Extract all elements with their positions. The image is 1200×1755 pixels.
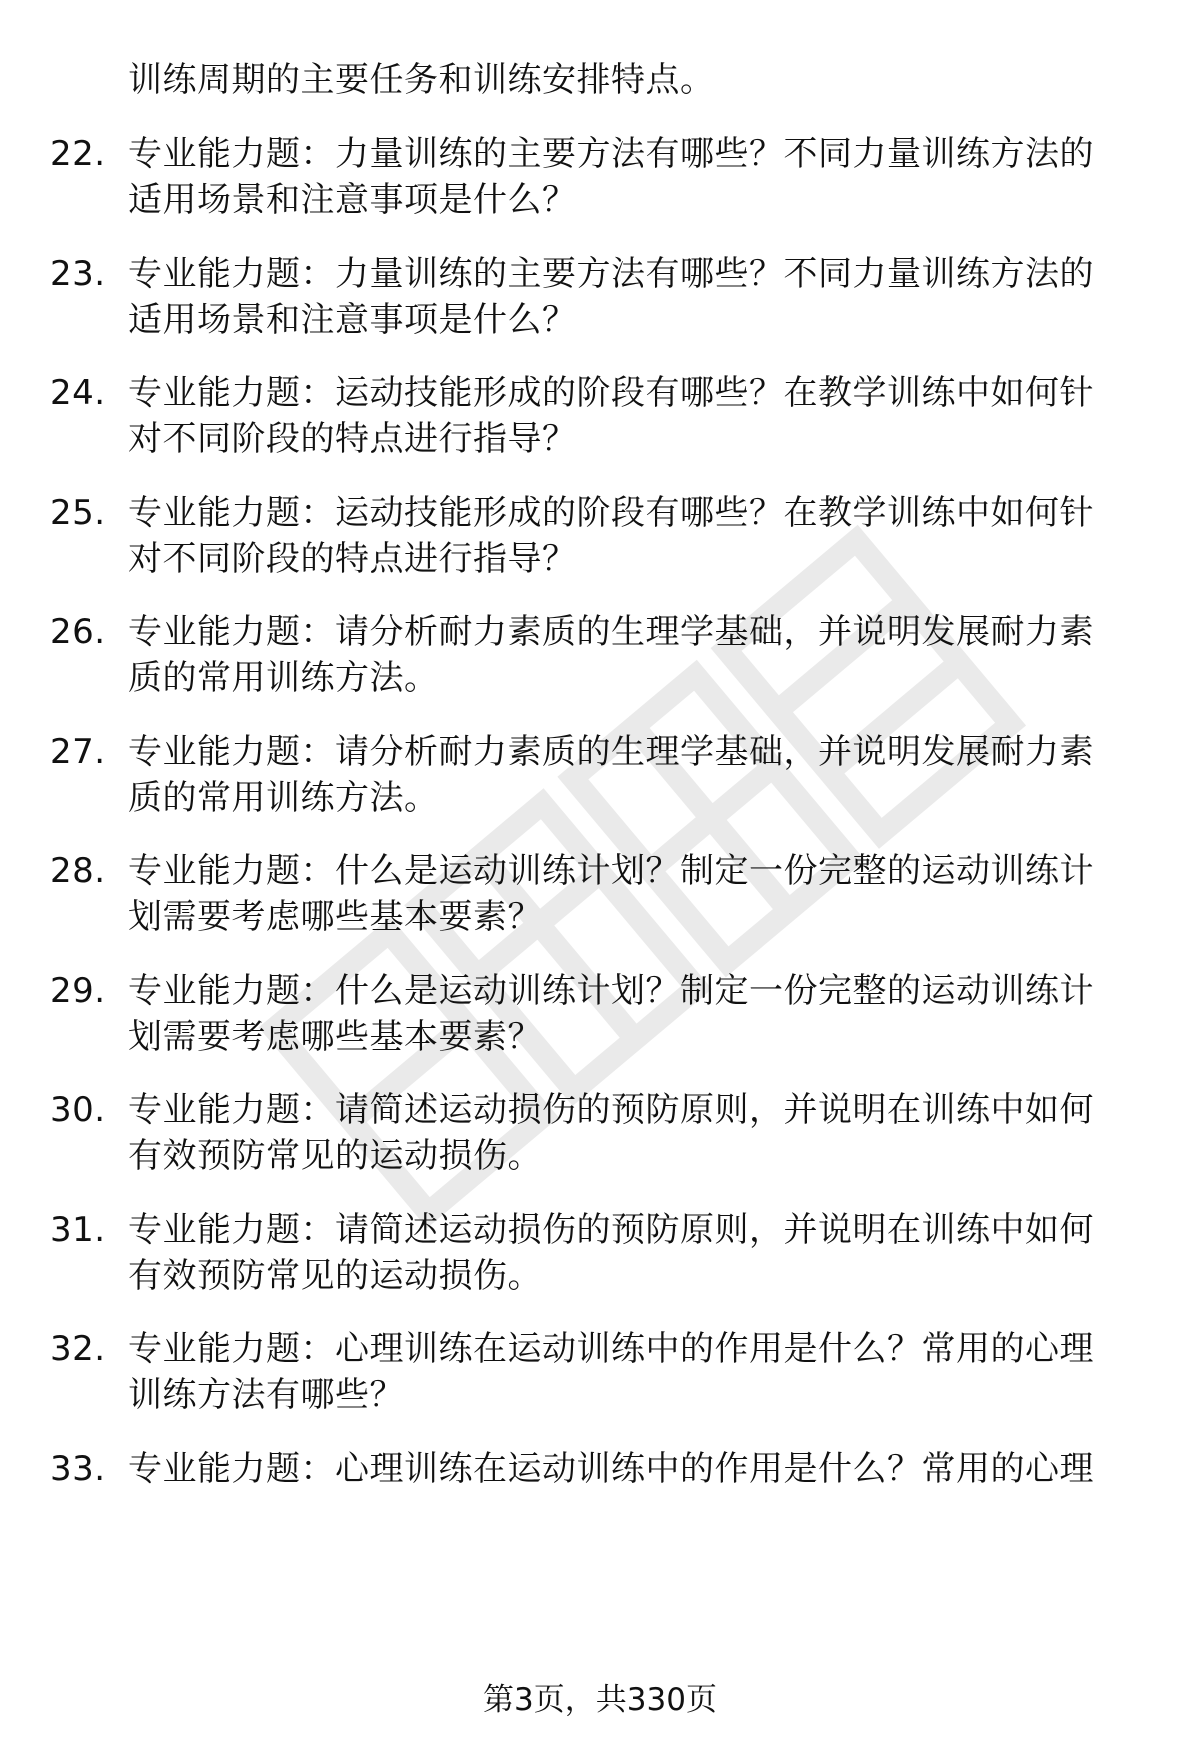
item-text-line1: 专业能力题：请分析耐力素质的生理学基础，并说明发展耐力素 <box>128 612 1094 652</box>
item-number: 28. <box>50 851 106 891</box>
item-text-line1: 专业能力题：什么是运动训练计划？制定一份完整的运动训练计 <box>128 851 1094 891</box>
item-text-line2: 有效预防常见的运动损伤。 <box>128 1136 542 1176</box>
item-text-line1: 专业能力题：什么是运动训练计划？制定一份完整的运动训练计 <box>128 971 1094 1011</box>
item-text-line2: 训练方法有哪些？ <box>128 1375 404 1415</box>
item-text-line2: 有效预防常见的运动损伤。 <box>128 1256 542 1296</box>
item-text-line2: 划需要考虑哪些基本要素？ <box>128 897 542 937</box>
item-text-line2: 对不同阶段的特点进行指导？ <box>128 539 577 579</box>
item-text-line1: 专业能力题：心理训练在运动训练中的作用是什么？常用的心理 <box>128 1449 1094 1489</box>
item-number: 29. <box>50 971 106 1011</box>
item-number: 23. <box>50 254 106 294</box>
continuation-text: 训练周期的主要任务和训练安排特点。 <box>128 60 715 100</box>
item-number: 30. <box>50 1090 106 1130</box>
item-number: 31. <box>50 1210 106 1250</box>
item-text-line1: 专业能力题：请简述运动损伤的预防原则，并说明在训练中如何 <box>128 1210 1094 1250</box>
item-text-line2: 质的常用训练方法。 <box>128 658 439 698</box>
page-footer: 第3页，共330页 <box>483 1682 717 1718</box>
item-text-line2: 划需要考虑哪些基本要素？ <box>128 1017 542 1057</box>
item-number: 27. <box>50 732 106 772</box>
item-text-line2: 对不同阶段的特点进行指导？ <box>128 419 577 459</box>
item-text-line2: 适用场景和注意事项是什么？ <box>128 180 577 220</box>
item-number: 33. <box>50 1449 106 1489</box>
item-text-line1: 专业能力题：力量训练的主要方法有哪些？不同力量训练方法的 <box>128 254 1094 294</box>
item-text-line1: 专业能力题：运动技能形成的阶段有哪些？在教学训练中如何针 <box>128 373 1094 413</box>
item-number: 26. <box>50 612 106 652</box>
item-text-line1: 专业能力题：请分析耐力素质的生理学基础，并说明发展耐力素 <box>128 732 1094 772</box>
item-text-line1: 专业能力题：运动技能形成的阶段有哪些？在教学训练中如何针 <box>128 493 1094 533</box>
item-number: 25. <box>50 493 106 533</box>
item-number: 32. <box>50 1329 106 1369</box>
item-number: 24. <box>50 373 106 413</box>
item-number: 22. <box>50 134 106 174</box>
item-text-line2: 质的常用训练方法。 <box>128 778 439 818</box>
item-text-line1: 专业能力题：请简述运动损伤的预防原则，并说明在训练中如何 <box>128 1090 1094 1130</box>
item-text-line1: 专业能力题：心理训练在运动训练中的作用是什么？常用的心理 <box>128 1329 1094 1369</box>
item-text-line1: 专业能力题：力量训练的主要方法有哪些？不同力量训练方法的 <box>128 134 1094 174</box>
item-text-line2: 适用场景和注意事项是什么？ <box>128 300 577 340</box>
